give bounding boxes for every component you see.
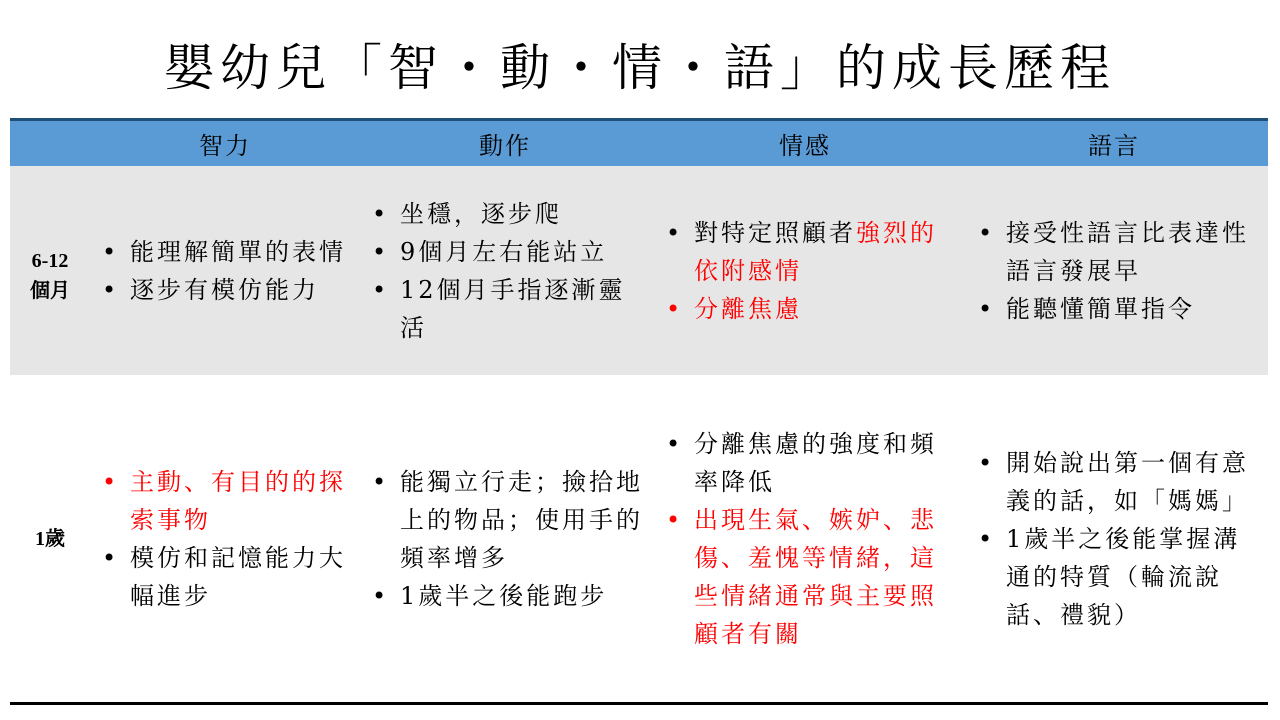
language-list	[972, 444, 1262, 634]
emotion-cell	[650, 166, 960, 375]
emotion-list	[660, 214, 954, 328]
list-item: • 9個月左右能站立	[366, 233, 644, 271]
list-item: • 分離焦慮	[660, 290, 954, 328]
list-item: • 能聽懂簡單指令	[972, 290, 1262, 328]
emotion-highlight: 強烈的依附感情	[694, 218, 937, 285]
list-item: • 分離焦慮的強度和頻率降低	[660, 425, 954, 501]
header-emotion: 情感	[779, 132, 831, 160]
list-item: • 模仿和記憶能力大幅進步	[96, 539, 354, 615]
list-item: • 能獨立行走；撿拾地上的物品；使用手的頻率增多	[366, 463, 644, 577]
development-table	[10, 118, 1268, 705]
list-item: • 開始說出第一個有意義的話，如「媽媽」	[972, 444, 1262, 520]
list-item: • 1歲半之後能跑步	[366, 577, 644, 615]
list-item: • 12個月手指逐漸靈活	[366, 271, 644, 347]
header-language: 語言	[1088, 132, 1140, 160]
language-cell	[960, 166, 1268, 375]
header-age	[10, 121, 90, 166]
language-cell	[960, 375, 1268, 702]
emotion-cell	[650, 375, 960, 702]
list-item: • 出現生氣、嫉妒、悲傷、羞愧等情緒，這些情緒通常與主要照顧者有關	[660, 501, 954, 653]
list-item: • 坐穩，逐步爬	[366, 195, 644, 233]
list-item: • 1歲半之後能掌握溝通的特質（輪流說話、禮貌）	[972, 520, 1262, 634]
intelligence-list	[96, 233, 346, 309]
list-item: • 能理解簡單的表情	[96, 233, 346, 271]
age-text: 6-12個月	[30, 249, 70, 302]
list-item	[660, 214, 954, 290]
movement-cell	[360, 166, 650, 375]
age-text: 1歲	[35, 527, 65, 550]
list-item: • 主動、有目的的探索事物	[96, 463, 354, 539]
table-row	[10, 375, 1268, 705]
intelligence-cell	[90, 166, 360, 375]
intelligence-cell	[90, 375, 360, 702]
movement-list	[366, 463, 644, 615]
emotion-text: 對特定照顧者	[694, 218, 856, 247]
list-item: • 接受性語言比表達性語言發展早	[972, 214, 1262, 290]
header-intelligence: 智力	[199, 132, 251, 160]
age-label	[10, 375, 90, 702]
language-list	[972, 214, 1262, 328]
movement-list	[366, 195, 644, 347]
movement-cell	[360, 375, 650, 702]
emotion-list	[660, 425, 954, 653]
age-label	[10, 166, 90, 375]
intelligence-list	[96, 463, 354, 615]
header-movement: 動作	[479, 132, 531, 160]
table-header	[10, 118, 1268, 166]
list-item: • 逐步有模仿能力	[96, 271, 346, 309]
table-row	[10, 166, 1268, 375]
page-title: 嬰幼兒「智・動・情・語」的成長歷程	[164, 39, 1116, 97]
